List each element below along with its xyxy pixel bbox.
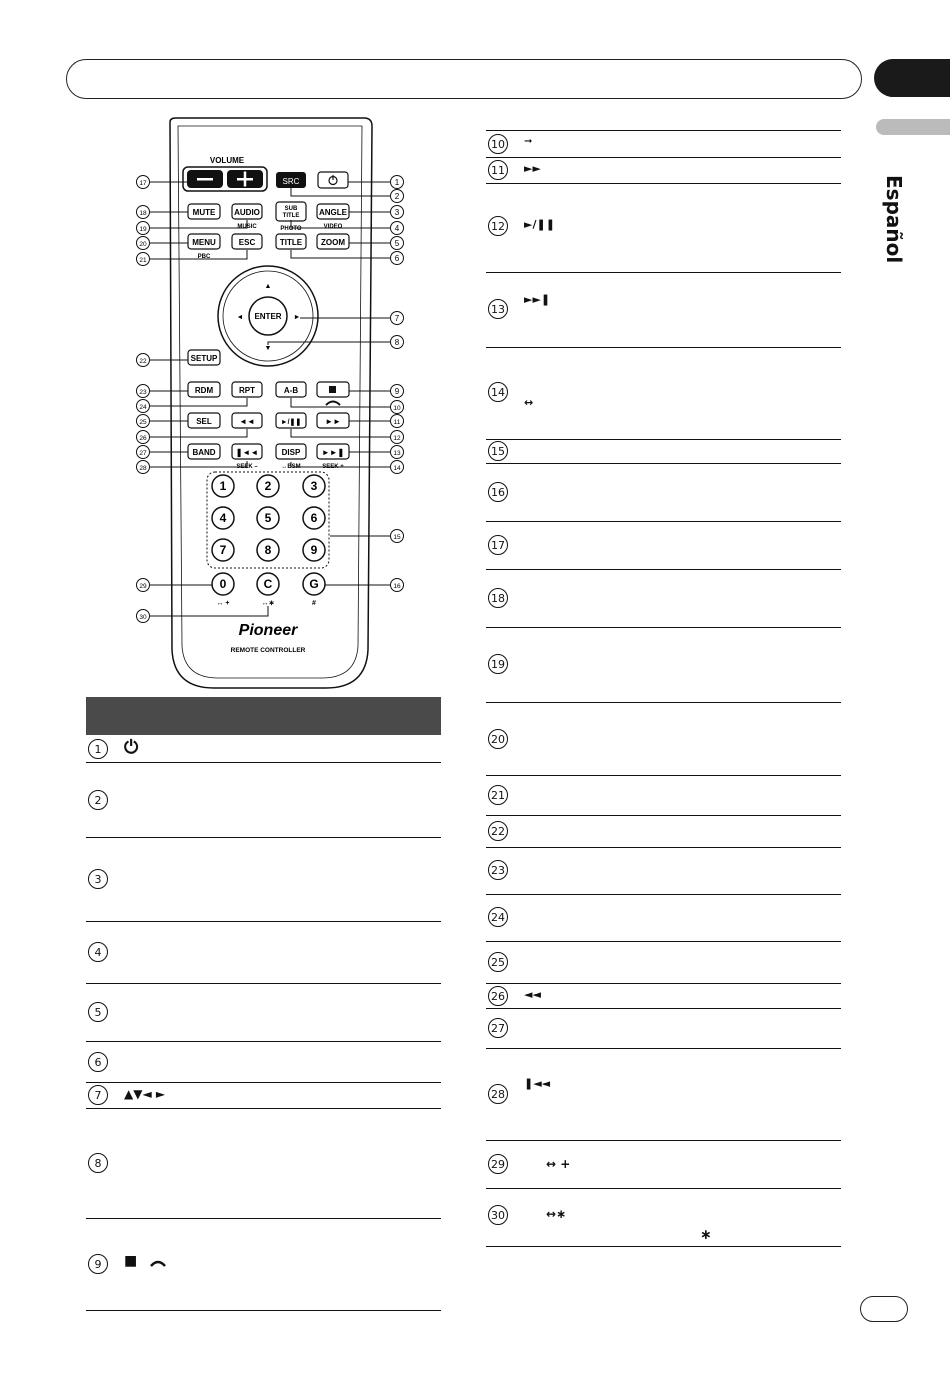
svg-text:RPT: RPT — [239, 386, 255, 395]
table-row — [486, 130, 841, 158]
row-number: 1 — [88, 739, 108, 759]
language-label: Español — [882, 175, 906, 264]
row-number: 17 — [488, 535, 508, 555]
star-icon: ∗ — [700, 1227, 712, 1243]
row-number: 15 — [488, 441, 508, 461]
previous-track-icon: ❚◄◄ — [524, 1077, 551, 1090]
svg-text:3: 3 — [394, 208, 400, 217]
table-row — [86, 838, 441, 922]
svg-text:G: G — [309, 577, 319, 591]
svg-text:PBC: PBC — [197, 254, 211, 260]
rewind-icon: ◄◄ — [524, 988, 541, 1001]
double-arrow-plus-icon: ↔ + — [546, 1157, 571, 1171]
stop-icon: ■ — [124, 1253, 138, 1269]
double-arrow-star-icon: ↔∗ — [546, 1207, 567, 1221]
table-row — [86, 1109, 441, 1219]
svg-text:BAND: BAND — [192, 448, 216, 457]
svg-text:1: 1 — [394, 178, 400, 187]
row-number: 5 — [88, 1002, 108, 1022]
svg-text:TITLE: TITLE — [279, 238, 303, 247]
table-row — [486, 158, 841, 184]
arrow-keys-icon: ▲▼◄ ► — [124, 1087, 166, 1101]
svg-text:19: 19 — [139, 226, 147, 233]
svg-text:0: 0 — [219, 577, 227, 591]
row-number: 14 — [488, 382, 508, 402]
svg-text:SRC: SRC — [282, 177, 300, 186]
row-number: 11 — [488, 160, 508, 180]
table-row — [486, 628, 841, 703]
svg-text:SUB: SUB — [284, 206, 298, 212]
svg-text:8: 8 — [394, 338, 400, 347]
svg-text:MUSIC: MUSIC — [237, 224, 257, 230]
table-row — [86, 1083, 441, 1109]
header-bar — [66, 59, 862, 99]
svg-text:20: 20 — [139, 241, 147, 248]
svg-text:28: 28 — [139, 465, 147, 472]
row-number: 24 — [488, 907, 508, 927]
svg-text:25: 25 — [139, 419, 147, 426]
language-tab-marker — [876, 119, 950, 135]
row-number: 6 — [88, 1052, 108, 1072]
row-number: 12 — [488, 216, 508, 236]
power-icon: ⏻ — [124, 737, 139, 758]
svg-text:3: 3 — [310, 479, 318, 493]
svg-text:30: 30 — [139, 614, 147, 621]
table-row — [86, 763, 441, 838]
remote-illustration — [130, 110, 420, 690]
svg-text:24: 24 — [139, 404, 147, 411]
svg-text:4: 4 — [394, 224, 400, 233]
svg-text:SEL: SEL — [196, 417, 212, 426]
row-number: 21 — [488, 785, 508, 805]
table-row — [486, 816, 841, 848]
row-number: 29 — [488, 1154, 508, 1174]
table-row — [486, 570, 841, 628]
svg-text:29: 29 — [139, 583, 147, 590]
row-number: 10 — [488, 134, 508, 154]
svg-text:▼: ▼ — [264, 345, 272, 352]
row-number: 19 — [488, 654, 508, 674]
row-number: 20 — [488, 729, 508, 749]
table-row — [86, 984, 441, 1042]
svg-text:ENTER: ENTER — [254, 312, 282, 321]
table-row — [486, 522, 841, 570]
table-row — [486, 1141, 841, 1189]
table-row — [486, 848, 841, 895]
svg-text:22: 22 — [139, 358, 147, 365]
table-row — [86, 1219, 441, 1311]
table-row — [486, 273, 841, 348]
row-number: 8 — [88, 1153, 108, 1173]
svg-text:27: 27 — [139, 450, 147, 457]
row-number: 22 — [488, 821, 508, 841]
svg-text:#: # — [312, 600, 316, 607]
table-row — [486, 440, 841, 464]
svg-text:►: ► — [293, 314, 301, 321]
svg-text:ZOOM: ZOOM — [321, 238, 345, 247]
svg-text:14: 14 — [393, 465, 401, 472]
row-number: 30 — [488, 1205, 508, 1225]
row-number: 7 — [88, 1085, 108, 1105]
svg-text:SEEK –: SEEK – — [236, 464, 258, 470]
row-number: 26 — [488, 986, 508, 1006]
header-tab — [874, 59, 950, 97]
svg-text:2: 2 — [264, 479, 272, 493]
double-arrow-icon: ↔ — [524, 396, 534, 409]
page-number-pill — [860, 1296, 908, 1322]
svg-text:SETUP: SETUP — [190, 354, 218, 363]
table-row — [486, 895, 841, 942]
svg-text:►►❚: ►►❚ — [321, 448, 345, 457]
svg-text:7: 7 — [219, 543, 227, 557]
svg-text:DISP: DISP — [281, 448, 301, 457]
svg-text:10: 10 — [393, 405, 401, 412]
row-number: 16 — [488, 482, 508, 502]
play-pause-icon: ►/❚❚ — [524, 218, 555, 231]
table-row — [486, 1009, 841, 1049]
svg-text:A-B: A-B — [283, 386, 299, 395]
svg-text:17: 17 — [139, 180, 147, 187]
svg-text:11: 11 — [393, 419, 401, 426]
arrow-icon: ➞ — [524, 136, 533, 147]
svg-text:PHOTO: PHOTO — [280, 226, 302, 232]
svg-text:❚◄◄: ❚◄◄ — [235, 448, 259, 457]
svg-text:16: 16 — [393, 583, 401, 590]
fast-forward-icon: ►► — [524, 162, 541, 175]
svg-text:AUDIO: AUDIO — [234, 208, 260, 217]
table-row — [86, 922, 441, 984]
svg-text:SEEK +: SEEK + — [322, 464, 344, 470]
table-row — [486, 942, 841, 984]
svg-text:15: 15 — [393, 534, 401, 541]
svg-text:18: 18 — [139, 210, 147, 217]
svg-text:8: 8 — [264, 543, 272, 557]
svg-text:ANGLE: ANGLE — [319, 208, 347, 217]
svg-text:▲: ▲ — [264, 283, 272, 290]
left-table-header — [86, 697, 441, 735]
svg-text:↔ +: ↔ + — [216, 600, 230, 607]
model-label: REMOTE CONTROLLER — [230, 647, 306, 654]
table-row — [486, 703, 841, 776]
volume-label: VOLUME — [209, 156, 245, 165]
table-row — [86, 735, 441, 763]
row-number: 2 — [88, 790, 108, 810]
svg-text:9: 9 — [310, 543, 318, 557]
svg-text:MENU: MENU — [192, 238, 216, 247]
row-number: 18 — [488, 588, 508, 608]
svg-text:1: 1 — [219, 479, 227, 493]
table-row — [486, 348, 841, 440]
svg-text:↔BSM: ↔BSM — [281, 464, 301, 470]
svg-text:13: 13 — [393, 450, 401, 457]
svg-text:►/❚❚: ►/❚❚ — [280, 419, 302, 426]
table-row — [486, 1049, 841, 1141]
table-row — [486, 984, 841, 1009]
svg-text:VIDEO: VIDEO — [323, 224, 343, 230]
table-row — [486, 464, 841, 522]
row-number: 9 — [88, 1254, 108, 1274]
table-row — [486, 776, 841, 816]
row-number: 3 — [88, 869, 108, 889]
svg-text:ESC: ESC — [238, 238, 256, 247]
svg-text:◄: ◄ — [236, 314, 244, 321]
svg-text:26: 26 — [139, 435, 147, 442]
svg-text:2: 2 — [394, 192, 400, 201]
row-number: 4 — [88, 942, 108, 962]
svg-text:23: 23 — [139, 389, 147, 396]
table-row — [486, 1189, 841, 1247]
table-row — [486, 184, 841, 273]
svg-text:6: 6 — [394, 254, 400, 263]
svg-text:21: 21 — [139, 257, 147, 264]
svg-text:6: 6 — [310, 511, 318, 525]
svg-text:C: C — [263, 577, 273, 591]
svg-text:TITLE: TITLE — [282, 213, 300, 219]
svg-text:9: 9 — [394, 387, 400, 396]
svg-text:►►: ►► — [325, 417, 341, 426]
next-track-icon: ►►❚ — [524, 293, 551, 306]
svg-text:5: 5 — [394, 239, 400, 248]
table-row — [86, 1042, 441, 1083]
svg-text:7: 7 — [394, 314, 400, 323]
svg-text:↔∗: ↔∗ — [261, 600, 275, 607]
svg-text:RDM: RDM — [194, 386, 214, 395]
brand-logo: Pioneer — [238, 622, 298, 639]
svg-text:◄◄: ◄◄ — [239, 417, 255, 426]
row-number: 25 — [488, 952, 508, 972]
svg-text:5: 5 — [264, 511, 272, 525]
phone-icon — [148, 1257, 168, 1269]
svg-text:4: 4 — [219, 511, 227, 525]
row-number: 27 — [488, 1018, 508, 1038]
svg-text:12: 12 — [393, 435, 401, 442]
row-number: 23 — [488, 860, 508, 880]
row-number: 28 — [488, 1084, 508, 1104]
svg-text:MUTE: MUTE — [192, 208, 216, 217]
row-number: 13 — [488, 299, 508, 319]
